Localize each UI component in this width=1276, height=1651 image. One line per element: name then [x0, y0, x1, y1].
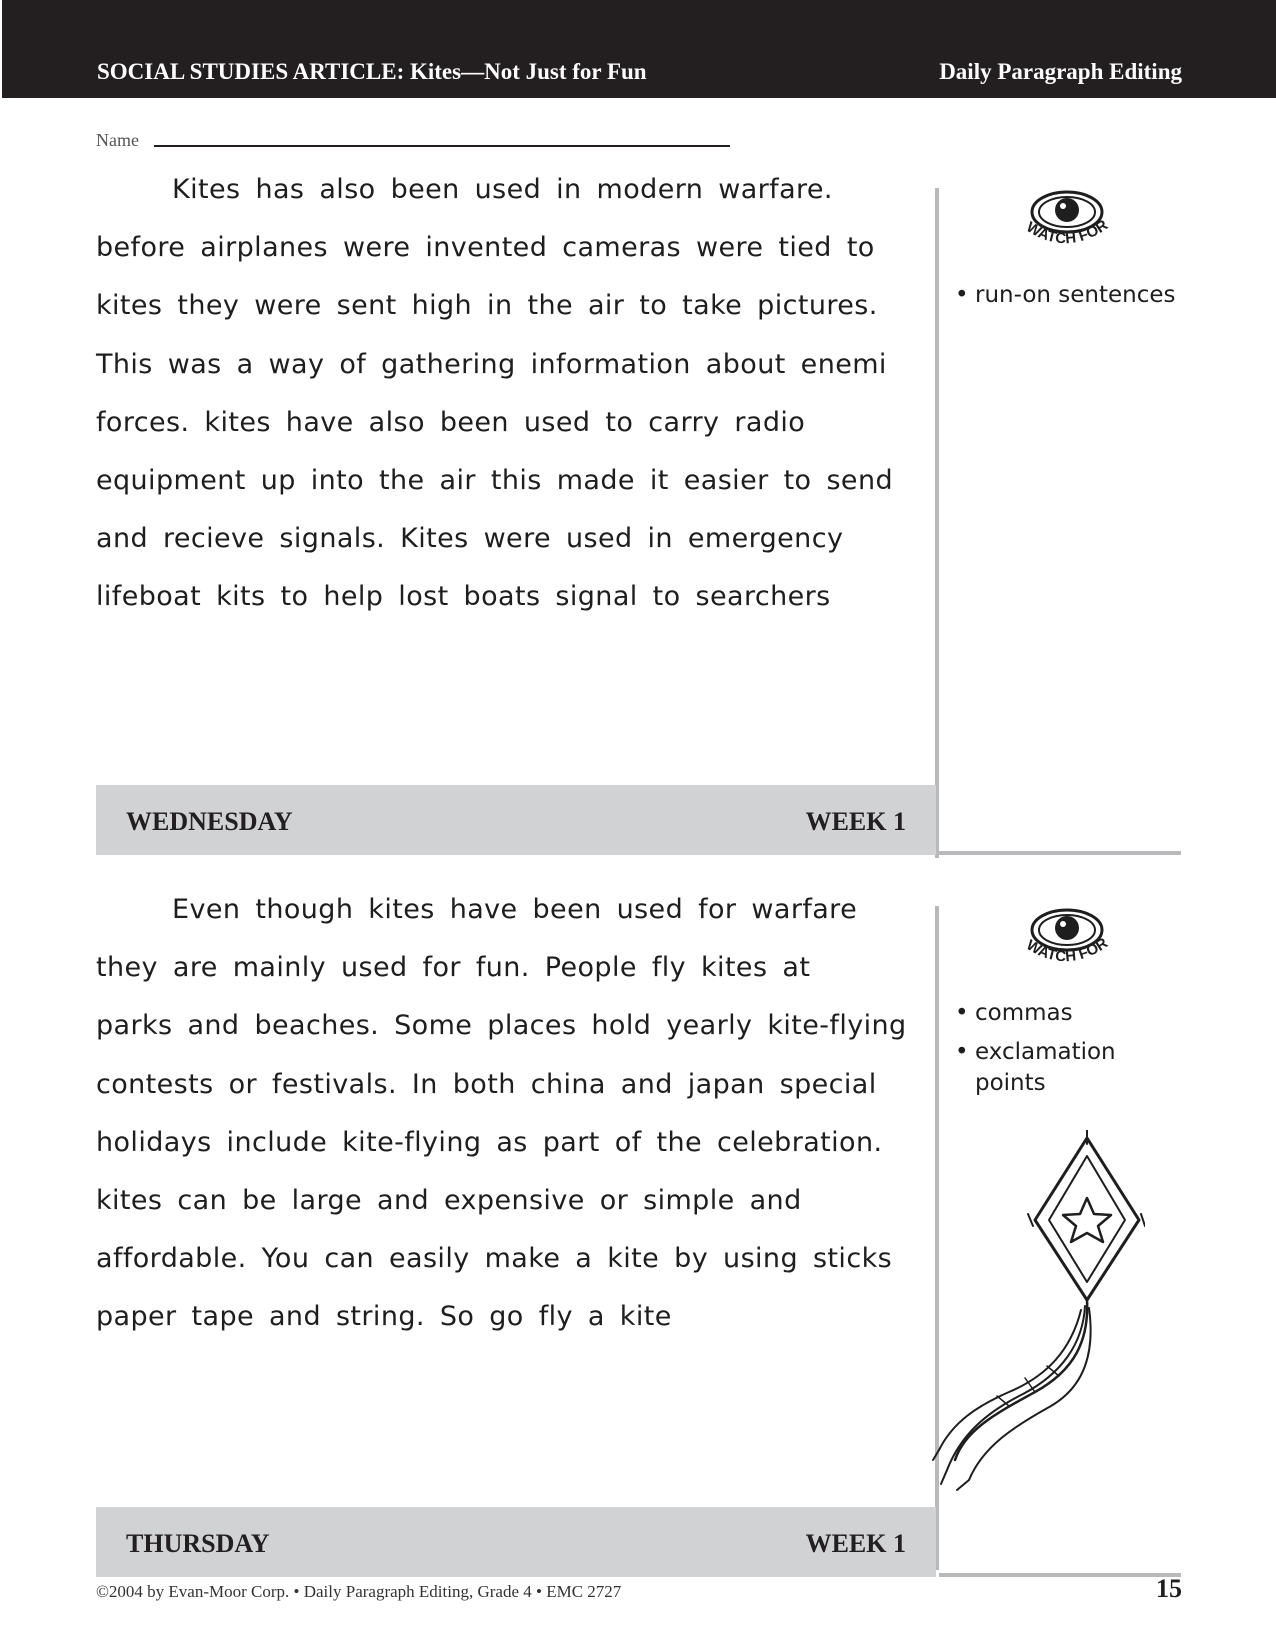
watch-for-label: WATCH FOR: [1023, 934, 1111, 966]
article-title: SOCIAL STUDIES ARTICLE: Kites—Not Just for Fun: [97, 59, 647, 84]
passage-line: lifeboat kits to help lost boats signal to searchers: [96, 581, 831, 613]
name-line[interactable]: [154, 145, 730, 147]
divider-vertical: [935, 188, 939, 858]
passage-line: kites can be large and expensive or simple and: [96, 1184, 802, 1216]
tip-item: [955, 998, 1185, 1029]
tip-text: commas: [975, 1000, 1073, 1026]
divider-horizontal: [939, 1573, 1181, 1577]
tips-wednesday: [955, 280, 1185, 319]
tip-item: [955, 280, 1185, 311]
passage-line: Even though kites have been used for warfare: [172, 894, 858, 925]
tips-thursday: [955, 998, 1185, 1107]
passage-thursday: [96, 881, 916, 1347]
book-title: Daily Paragraph Editing: [939, 59, 1182, 84]
page-number: 15: [1156, 1574, 1182, 1603]
day-label: THURSDAY: [126, 1529, 270, 1558]
bullet: •: [955, 282, 969, 308]
passage-line: before airplanes were invented cameras were tied to: [96, 232, 875, 264]
kite-with-star-icon: [885, 1130, 1145, 1500]
day-bar-thursday: [96, 1507, 936, 1577]
tip-text: exclamation points: [975, 1039, 1116, 1096]
day-label: WEDNESDAY: [126, 807, 293, 836]
header-bar: [2, 0, 1276, 98]
passage-line: parks and beaches. Some places hold yearly kite-flying: [96, 1010, 907, 1042]
passage-wednesday: [96, 161, 916, 627]
passage-line: they are mainly used for fun. People fly kites at: [96, 952, 811, 984]
eye-icon: [1010, 906, 1130, 986]
day-bar-wednesday: [96, 785, 936, 855]
bullet: •: [955, 1039, 969, 1065]
passage-line: contests or festivals. In both china and japan special: [96, 1068, 877, 1100]
divider-horizontal: [939, 851, 1181, 855]
tip-item: [955, 1037, 1145, 1099]
passage-line: forces. kites have also been used to carry radio: [96, 406, 806, 438]
bullet: •: [955, 1000, 969, 1026]
passage-line: holidays include kite-flying as part of the celebration.: [96, 1126, 883, 1158]
tip-text: run-on sentences: [975, 282, 1176, 308]
eye-icon: [1010, 188, 1130, 268]
passage-line: Kites has also been used in modern warfare.: [172, 174, 833, 205]
week-label: WEEK 1: [805, 1529, 906, 1558]
copyright-footer: ©2004 by Evan-Moor Corp. • Daily Paragraph Editing, Grade 4 • EMC 2727: [96, 1582, 622, 1601]
passage-line: affordable. You can easily make a kite by using sticks: [96, 1243, 893, 1275]
name-label: Name: [96, 130, 139, 150]
passage-line: and recieve signals. Kites were used in emergency: [96, 523, 844, 555]
passage-line: equipment up into the air this made it easier to send: [96, 464, 893, 496]
watch-for-label: WATCH FOR: [1023, 216, 1111, 248]
passage-line: kites they were sent high in the air to take pictures.: [96, 290, 878, 322]
week-label: WEEK 1: [805, 807, 906, 836]
passage-line: paper tape and string. So go fly a kite: [96, 1301, 672, 1333]
passage-line: This was a way of gathering information about enemi: [96, 348, 887, 380]
